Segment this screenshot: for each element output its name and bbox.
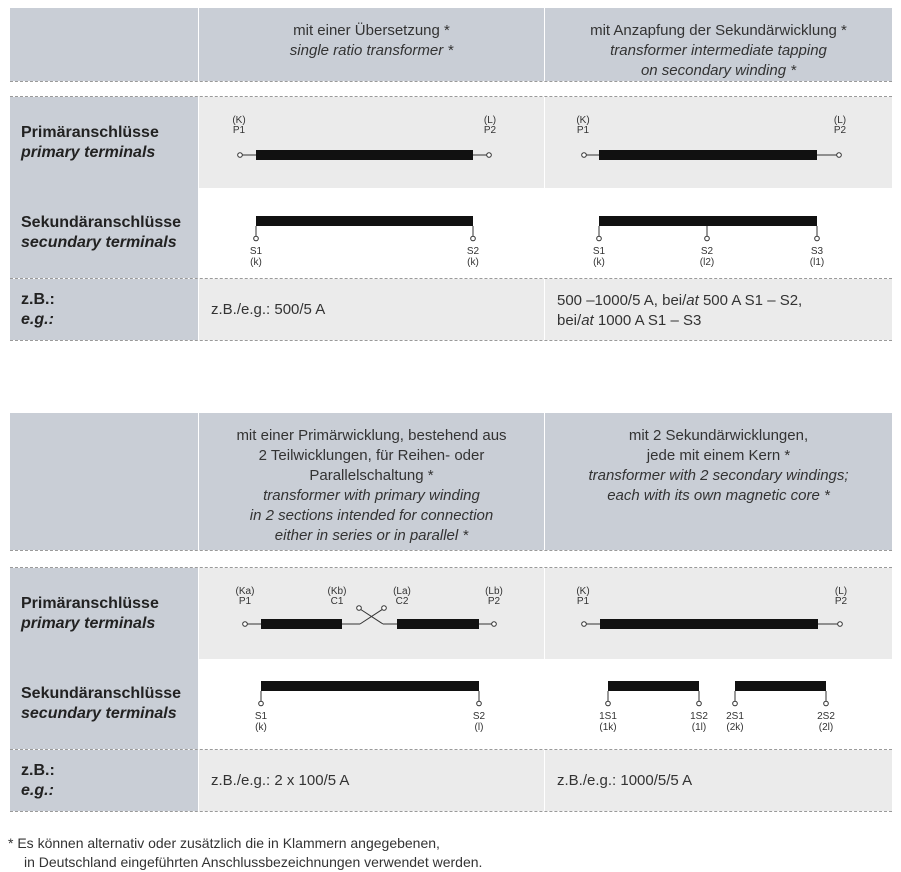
footnote-line: * Es können alternativ oder zusätzlich die in Klammern angegebenen, (8, 835, 440, 851)
example-label (10, 279, 199, 340)
terminal-label: (K) (232, 115, 246, 126)
label-en: primary terminals (21, 614, 156, 632)
label-de: Sekundäranschlüsse (21, 685, 182, 702)
header-en: either in series or in parallel * (274, 527, 469, 544)
terminal-dot (477, 701, 482, 706)
header-tapping (545, 8, 892, 81)
primary-winding-diagram (199, 568, 545, 659)
table1-header-row (10, 8, 892, 82)
header-en: transformer with 2 secondary windings; (588, 467, 849, 484)
example-part: at (581, 312, 594, 329)
label-en: e.g.: (21, 781, 54, 799)
terminal-label: (l2) (699, 257, 715, 268)
terminal-label: (Kb) (327, 586, 347, 597)
example-text: z.B./e.g.: 2 x 100/5 A (211, 771, 350, 789)
terminal-label: (L) (833, 115, 847, 126)
label-de: Primäranschlüsse (21, 123, 159, 141)
winding-bar-1 (608, 681, 699, 691)
example-text: z.B./e.g.: 1000/5/5 A (557, 771, 693, 789)
terminal-label: (Lb) (485, 586, 503, 597)
table1-secondary-row (10, 188, 892, 279)
terminal-label: (Ka) (235, 586, 255, 597)
winding-bar (261, 681, 479, 691)
label-en: primary terminals (21, 143, 156, 161)
footnote (8, 834, 893, 872)
example-split (199, 750, 545, 811)
secondary-winding-diagram (545, 188, 892, 278)
label-en: secundary terminals (21, 234, 177, 251)
header-en: transformer intermediate tapping (610, 42, 827, 59)
terminal-dot (582, 153, 587, 158)
header-empty-cell (10, 8, 199, 81)
primary-label (10, 568, 199, 659)
primary-winding-diagram (545, 97, 892, 188)
terminal-label: (k) (250, 257, 262, 268)
example-part: 500 A S1 – S2, (698, 292, 803, 309)
primary-label (10, 97, 199, 188)
example-part: at (686, 292, 699, 309)
terminal-label: (k) (593, 257, 605, 268)
table2-header-row (10, 413, 892, 551)
header-en: single ratio transformer * (289, 42, 454, 59)
secondary-diagram-split (199, 659, 545, 749)
header-de: jede mit einem Kern * (646, 447, 791, 464)
example-part: 500 –1000/5 A, bei/ (557, 292, 687, 309)
header-empty-cell (10, 413, 199, 550)
example-label (10, 750, 199, 811)
terminal-label: S2 (472, 711, 486, 722)
secondary-diagram-dual (545, 659, 892, 749)
secondary-diagram-single (199, 188, 545, 278)
terminal-dot (492, 622, 497, 627)
primary-winding-diagram (199, 97, 545, 188)
terminal-dot (382, 606, 387, 611)
terminal-dot (259, 701, 264, 706)
terminal-label: 1S1 (599, 711, 617, 722)
terminal-label: S2 (466, 246, 480, 257)
terminal-dot (705, 236, 710, 241)
terminal-label: (k) (467, 257, 479, 268)
terminal-dot (606, 701, 611, 706)
table1-example-row (10, 279, 892, 341)
example-part: bei/ (557, 312, 582, 329)
terminal-dot (597, 236, 602, 241)
example-text: z.B./e.g.: 500/5 A (211, 300, 326, 318)
header-de: Parallelschaltung * (309, 467, 434, 484)
example-part: 1000 A S1 – S3 (593, 312, 702, 329)
primary-diagram-tapping (545, 97, 892, 188)
terminal-label: P1 (238, 596, 252, 607)
terminal-label: P2 (487, 596, 501, 607)
winding-bar (599, 216, 817, 226)
winding-bar (599, 150, 817, 160)
terminal-label: (k) (255, 722, 267, 733)
header-en: each with its own magnetic core * (607, 487, 830, 504)
terminal-label: 2S2 (817, 711, 835, 722)
terminal-label: C1 (330, 596, 344, 607)
secondary-diagram-tapping (545, 188, 892, 278)
example-text (545, 279, 892, 331)
terminal-dot (815, 236, 820, 241)
terminal-dot (254, 236, 259, 241)
terminal-dot (838, 622, 843, 627)
terminal-dot (243, 622, 248, 627)
terminal-label: (l1) (809, 257, 825, 268)
terminal-label: (K) (576, 586, 590, 597)
header-de: mit einer Primärwicklung, bestehend aus (236, 427, 507, 444)
terminal-dot (733, 701, 738, 706)
terminal-label: (K) (576, 115, 590, 126)
terminal-label: (l) (474, 722, 484, 733)
terminal-dot (824, 701, 829, 706)
terminal-dot (357, 606, 362, 611)
label-en: e.g.: (21, 310, 54, 328)
winding-bar (397, 619, 479, 629)
terminal-label: 2S1 (726, 711, 744, 722)
table2-primary-row (10, 567, 892, 660)
terminal-label: P2 (834, 596, 848, 607)
table1-primary-row (10, 96, 892, 189)
label-de: Sekundäranschlüsse (21, 214, 182, 231)
terminal-label: S3 (810, 246, 824, 257)
winding-bar (600, 619, 818, 629)
header-en: transformer with primary winding (263, 487, 480, 504)
terminal-dot (697, 701, 702, 706)
footnote-line: in Deutschland eingeführten Anschlussbezeichnungen verwendet werden. (24, 854, 483, 870)
winding-bar (256, 150, 473, 160)
terminal-label: S1 (592, 246, 606, 257)
secondary-winding-diagram (199, 188, 545, 278)
terminal-label: (L) (834, 586, 848, 597)
winding-bar-2 (735, 681, 826, 691)
header-de: mit 2 Sekundärwicklungen, (628, 427, 809, 444)
terminal-label: (1k) (599, 722, 617, 733)
header-dual-secondary (545, 413, 892, 550)
primary-diagram-single (199, 97, 545, 188)
terminal-dot (582, 622, 587, 627)
terminal-label: (1l) (691, 722, 707, 733)
header-single-ratio (199, 8, 545, 81)
terminal-dot (238, 153, 243, 158)
terminal-label: (La) (393, 586, 411, 597)
terminal-dot (471, 236, 476, 241)
label-de: z.B.: (21, 290, 55, 308)
secondary-winding-diagram (545, 659, 892, 749)
terminal-label: P1 (232, 125, 246, 136)
secondary-label (10, 659, 199, 749)
primary-diagram-split (199, 568, 545, 659)
header-de: mit Anzapfung der Sekundärwicklung * (590, 22, 847, 39)
header-de: mit einer Übersetzung * (293, 22, 450, 39)
terminal-label: S1 (254, 711, 268, 722)
primary-diagram-dual (545, 568, 892, 659)
label-de: z.B.: (21, 761, 55, 779)
primary-winding-diagram (545, 568, 892, 659)
winding-bar (261, 619, 342, 629)
example-single (199, 279, 545, 340)
terminal-label: P1 (576, 596, 590, 607)
terminal-label: P2 (483, 125, 497, 136)
example-tapping (545, 279, 892, 340)
header-split-primary (199, 413, 545, 550)
header-en: in 2 sections intended for connection (249, 507, 494, 524)
secondary-label (10, 188, 199, 278)
terminal-label: (2l) (818, 722, 834, 733)
terminal-label: 1S2 (690, 711, 708, 722)
terminal-label: S1 (249, 246, 263, 257)
label-en: secundary terminals (21, 705, 177, 722)
terminal-dot (837, 153, 842, 158)
table2-example-row (10, 750, 892, 812)
secondary-winding-diagram (199, 659, 545, 749)
header-de: 2 Teilwicklungen, für Reihen- oder (258, 447, 485, 464)
label-de: Primäranschlüsse (21, 594, 159, 612)
winding-bar (256, 216, 473, 226)
terminal-label: C2 (395, 596, 409, 607)
terminal-label: P1 (576, 125, 590, 136)
terminal-label: S2 (700, 246, 714, 257)
terminal-label: (L) (483, 115, 497, 126)
example-dual (545, 750, 892, 811)
table2-secondary-row (10, 659, 892, 750)
terminal-label: P2 (833, 125, 847, 136)
header-en: on secondary winding * (640, 62, 797, 79)
terminal-label: (2k) (726, 722, 744, 733)
terminal-dot (487, 153, 492, 158)
